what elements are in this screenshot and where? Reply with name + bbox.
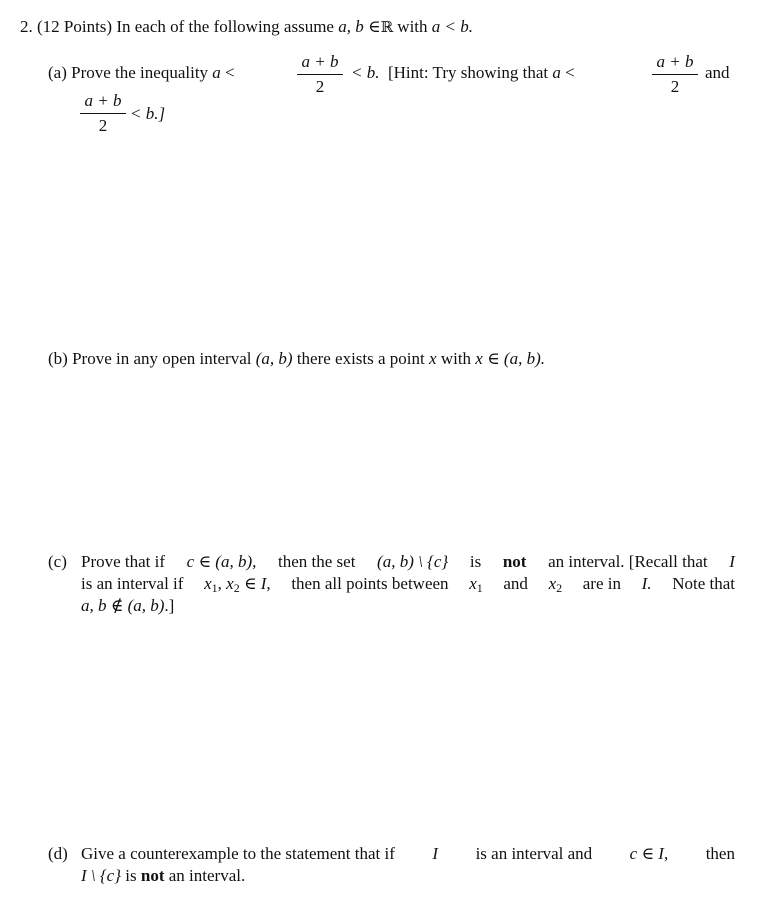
part-c-label: (c) [48, 552, 67, 571]
part-d-label: (d) [48, 844, 68, 863]
part-c-math: $x_1$, $x_2$ ∈ I, [204, 574, 271, 595]
part-a-end [130, 103, 165, 125]
part-a-line-1b [351, 62, 575, 84]
part-c-text: then the set [278, 552, 356, 571]
part-d-not: not [140, 866, 165, 885]
part-b-text: Prove in any open interval [72, 349, 252, 368]
problem-intro-cond: a < b. [431, 17, 474, 36]
part-b-var-x: x [429, 349, 437, 368]
part-c-text: .] [164, 596, 175, 615]
part-c-math: $x_2$ [548, 574, 563, 595]
part-a-hint: [Hint: Try showing that [387, 63, 549, 82]
part-b-text2: there exists a point [296, 349, 425, 368]
fraction-numerator: a + b [301, 52, 339, 71]
part-c-line-1 [81, 551, 735, 573]
part-a-lt-b: < b. [351, 63, 380, 82]
part-c-text: is an interval if [81, 574, 184, 593]
problem-header [20, 16, 473, 38]
part-a-hint-var-a: a [552, 63, 561, 82]
part-a-fraction-3 [80, 91, 126, 136]
part-a-fraction-2 [652, 52, 698, 97]
part-a-label: (a) [48, 63, 67, 82]
fraction-denominator: 2 [98, 116, 108, 135]
part-c-text: an interval. [Recall that [548, 552, 708, 571]
part-b-label: (b) [48, 349, 68, 368]
problem-intro-with: with [397, 17, 428, 36]
part-c-math: I. [641, 574, 652, 593]
part-c-text: Prove that if [81, 552, 166, 571]
part-d-text: is [125, 866, 137, 885]
part-c-math: I [729, 552, 735, 571]
part-c-math: c ∈ (a, b), [186, 552, 257, 571]
part-a-and: and [705, 63, 730, 82]
part-a-lt: < [225, 63, 235, 82]
part-d-line-2 [81, 865, 245, 887]
fraction-numerator: a + b [656, 52, 694, 71]
part-d-text: is an interval and [475, 844, 593, 863]
part-d-math: I [432, 844, 439, 863]
part-c-text: is [469, 552, 482, 571]
reals-symbol: ℝ [380, 18, 394, 36]
fraction-numerator: a + b [84, 91, 122, 110]
part-c-line-2 [81, 573, 735, 599]
part-c-text: then all points between [291, 574, 449, 593]
part-b-cond: x ∈ (a, b). [475, 349, 545, 368]
part-c-line-3 [81, 595, 174, 617]
problem-intro-vars: a, b ∈ [338, 17, 381, 36]
problem-number: 2. [20, 17, 33, 36]
part-a-end-text: < b.] [130, 104, 166, 123]
part-a-text: Prove the inequality [71, 63, 209, 82]
part-c-text: and [503, 574, 528, 593]
part-c-not: not [502, 552, 527, 571]
part-d-math: c ∈ I, [629, 844, 669, 863]
part-a-var-a: a [212, 63, 221, 82]
part-d-text: an interval. [168, 866, 246, 885]
part-c-math: a, b ∉ (a, b) [81, 596, 165, 615]
fraction-denominator: 2 [670, 77, 680, 96]
fraction-bar [80, 113, 126, 114]
part-c-math: $x_1$ [469, 574, 483, 595]
fraction-bar [652, 74, 698, 75]
part-c-text: Note that [672, 574, 735, 593]
fraction-denominator: 2 [315, 77, 325, 96]
fraction-bar [297, 74, 343, 75]
part-a-fraction-1 [297, 52, 343, 97]
part-b-interval: (a, b) [255, 349, 293, 368]
problem-intro: In each of the following assume [116, 17, 334, 36]
part-d-text: then [705, 844, 735, 863]
part-d-line-1 [81, 843, 735, 865]
part-c-text: are in [582, 574, 621, 593]
part-b-text3: with [440, 349, 472, 368]
part-c-math: (a, b) \ {c} [377, 552, 449, 571]
part-b [48, 348, 545, 370]
part-d-text: Give a counterexample to the statement that if [81, 844, 395, 863]
part-d-math: I \ {c} [81, 866, 122, 885]
problem-points: (12 Points) [37, 17, 113, 36]
part-a-hint-lt: < [565, 63, 575, 82]
part-a-line-1 [48, 62, 235, 84]
